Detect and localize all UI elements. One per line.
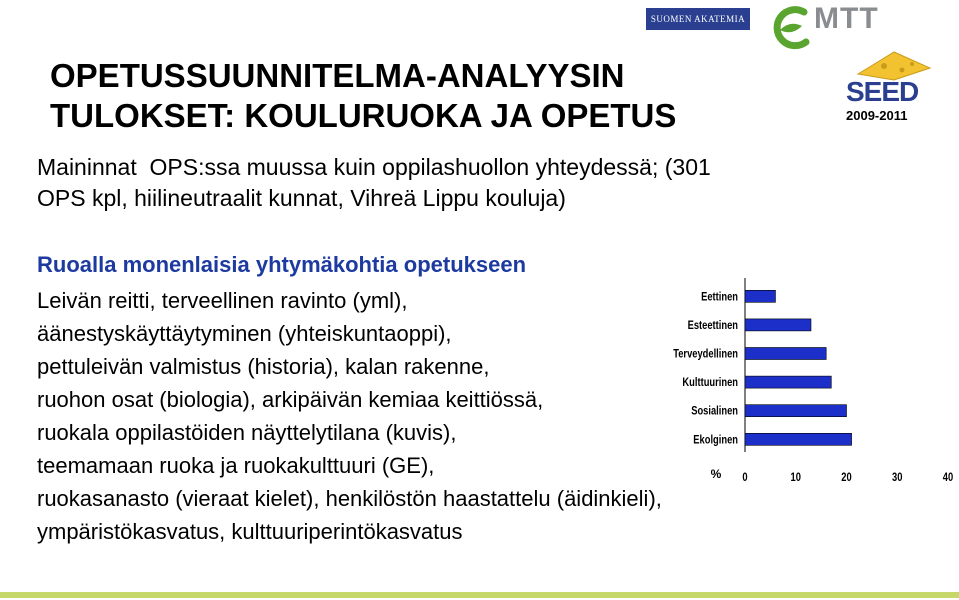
mtt-swoosh-icon [766,2,814,60]
body-line: ruohon osat (biologia), arkipäivän kemiaa keittiössä, [37,387,544,412]
body-line: Leivän reitti, terveellinen ravinto (yml), [37,288,408,313]
section-heading: Ruoalla monenlaisia yhtymäkohtia opetukseen [37,252,527,277]
bar [745,319,811,331]
body-line: äänestyskäyttäytyminen (yhteiskuntaoppi), [37,321,452,346]
x-tick-label: 30 [892,470,903,485]
category-label: Terveydellinen [673,347,738,361]
bar [745,290,775,302]
mtt-logo-text: MTT [814,2,879,35]
intro-line-1: Maininnat OPS:ssa muussa kuin oppilashuollon yhteydessä; (301 [37,154,711,180]
category-label: Esteettinen [687,318,738,333]
x-tick-label: 20 [841,470,852,485]
x-tick-label: 0 [742,470,748,485]
page-title-line-1: OPETUSSUUNNITELMA-ANALYYSIN [50,57,625,94]
section-body [37,284,662,548]
x-tick-label: 40 [942,470,954,485]
bar [745,433,852,445]
x-tick-label: 10 [790,470,801,485]
seed-logo-text: SEED [846,76,919,107]
seed-logo-years: 2009-2011 [846,108,908,123]
category-label: Kulttuurinen [682,376,738,390]
body-line: teemamaan ruoka ja ruokakulttuuri (GE), [37,453,435,478]
footer-divider [0,592,959,598]
page-title [50,56,770,136]
category-label: Sosialinen [691,404,738,419]
bar [745,405,847,417]
intro-text [37,152,867,214]
body-line: ruokasanasto (vieraat kielet), henkilöstön haastattelu (äidinkieli), [37,486,662,511]
page-title-line-2: TULOKSET: KOULURUOKA JA OPETUS [50,97,677,134]
x-axis-label: % [710,467,722,481]
category-label: Eettinen [701,290,738,304]
bar [745,376,831,388]
category-label: Ekolginen [693,433,738,447]
body-line: ruokala oppilastöiden näyttelytilana (kuvis), [37,420,457,445]
bar [745,348,826,360]
values-bar-chart [640,278,958,490]
intro-line-2: OPS kpl, hiilineutraalit kunnat, Vihreä Lippu kouluja) [37,185,566,211]
body-line: pettuleivän valmistus (historia), kalan rakenne, [37,354,490,379]
seed-logo [840,48,955,128]
suomen-akatemia-logo [646,8,750,30]
academy-logo-text: SUOMEN AKATEMIA [650,14,746,24]
body-line: ympäristökasvatus, kulttuuriperintökasvatus [37,519,463,544]
